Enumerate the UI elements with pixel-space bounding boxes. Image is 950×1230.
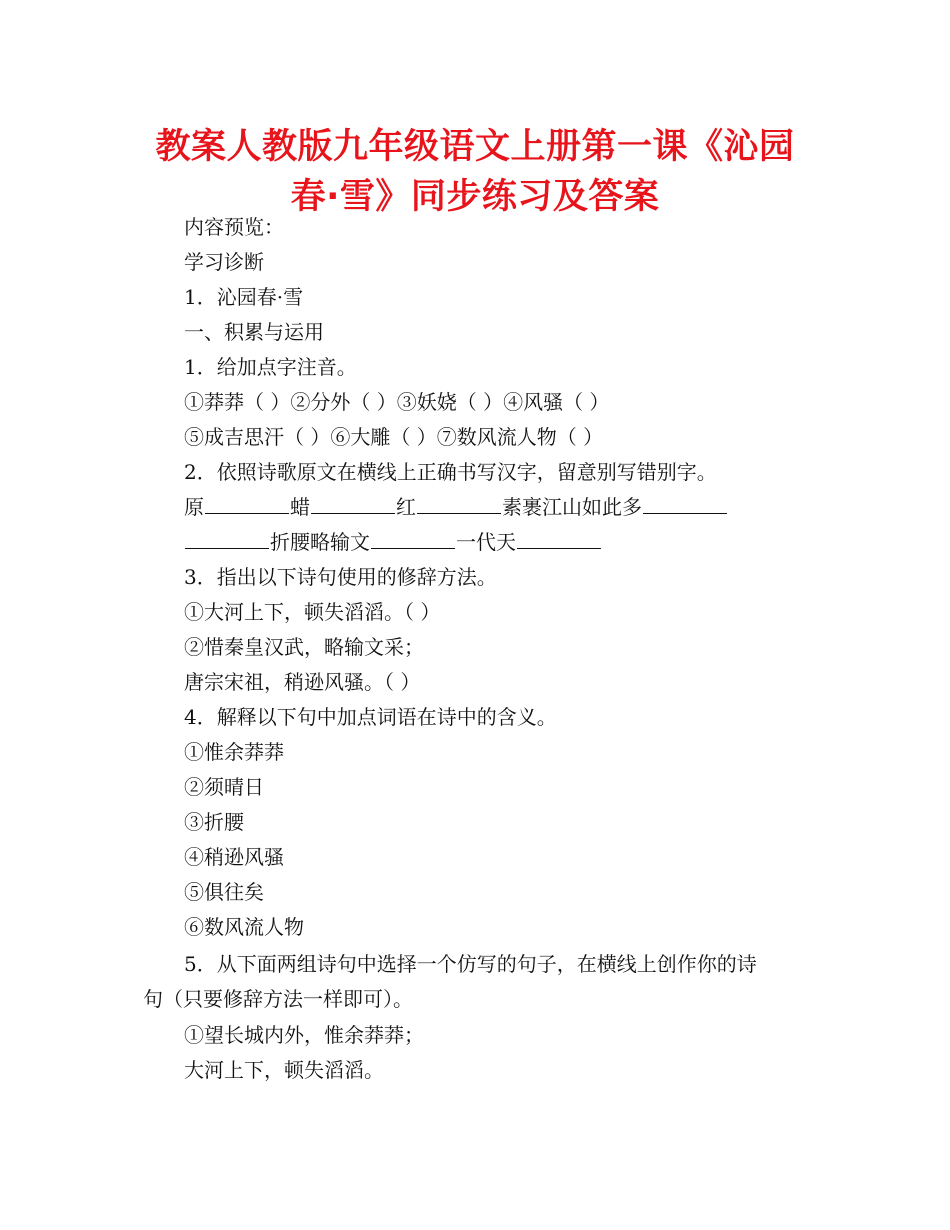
text-line: ⑤俱往矣 [184, 880, 264, 904]
text-line: ③折腰 [184, 810, 244, 834]
text-line: ①大河上下，顿失滔滔。（ ） [184, 600, 441, 624]
text-line: ⑤成吉思汗（ ）⑥大雕（ ）⑦数风流人物（ ） [184, 425, 604, 449]
text-line: ②须晴日 [184, 775, 264, 799]
text-line-wrap: 句（只要修辞方法一样即可）。 [143, 987, 413, 1011]
text-line: ⑥数风流人物 [184, 915, 304, 939]
text-line: 4．解释以下句中加点词语在诗中的含义。 [184, 705, 557, 729]
fill-text: 素裹江山如此多 [502, 495, 642, 519]
text-line: ①望长城内外，惟余莽莽； [184, 1023, 424, 1047]
answer-blank[interactable] [311, 491, 395, 514]
answer-blank[interactable] [417, 491, 501, 514]
answer-blank[interactable] [371, 526, 455, 549]
answer-blank[interactable] [185, 526, 269, 549]
document-title: 教案人教版九年级语文上册第一课《沁园春·雪》同步练习及答案 [155, 127, 795, 217]
text-line: 5．从下面两组诗句中选择一个仿写的句子，在横线上创作你的诗 [184, 952, 757, 976]
text-line: 3．指出以下诗句使用的修辞方法。 [184, 565, 497, 589]
text-line: 1．沁园春·雪 [184, 285, 304, 309]
text-line: ①莽莽（ ）②分外（ ）③妖娆（ ）④风骚（ ） [184, 390, 610, 414]
fill-blank-line [184, 525, 602, 560]
answer-blank[interactable] [643, 491, 727, 514]
text-line: 2．依照诗歌原文在横线上正确书写汉字，留意别写错别字。 [184, 460, 717, 484]
answer-blank[interactable] [517, 526, 601, 549]
text-line: 内容预览： [184, 215, 284, 239]
fill-text: 一代天 [456, 530, 516, 554]
text-line: 唐宗宋祖，稍逊风骚。（ ） [184, 670, 421, 694]
text-line: ②惜秦皇汉武，略输文采； [184, 635, 424, 659]
fill-text: 折腰略输文 [270, 530, 370, 554]
text-line: ④稍逊风骚 [184, 845, 284, 869]
fill-text: 蜡 [290, 495, 310, 519]
text-line: 学习诊断 [184, 250, 264, 274]
text-line: ①惟余莽莽 [184, 740, 284, 764]
text-line: 一、积累与运用 [184, 320, 324, 344]
text-line: 1．给加点字注音。 [184, 355, 357, 379]
fill-text: 原 [184, 495, 204, 519]
fill-blank-line [184, 490, 728, 525]
text-line: 大河上下，顿失滔滔。 [184, 1058, 384, 1082]
fill-text: 红 [396, 495, 416, 519]
answer-blank[interactable] [205, 491, 289, 514]
